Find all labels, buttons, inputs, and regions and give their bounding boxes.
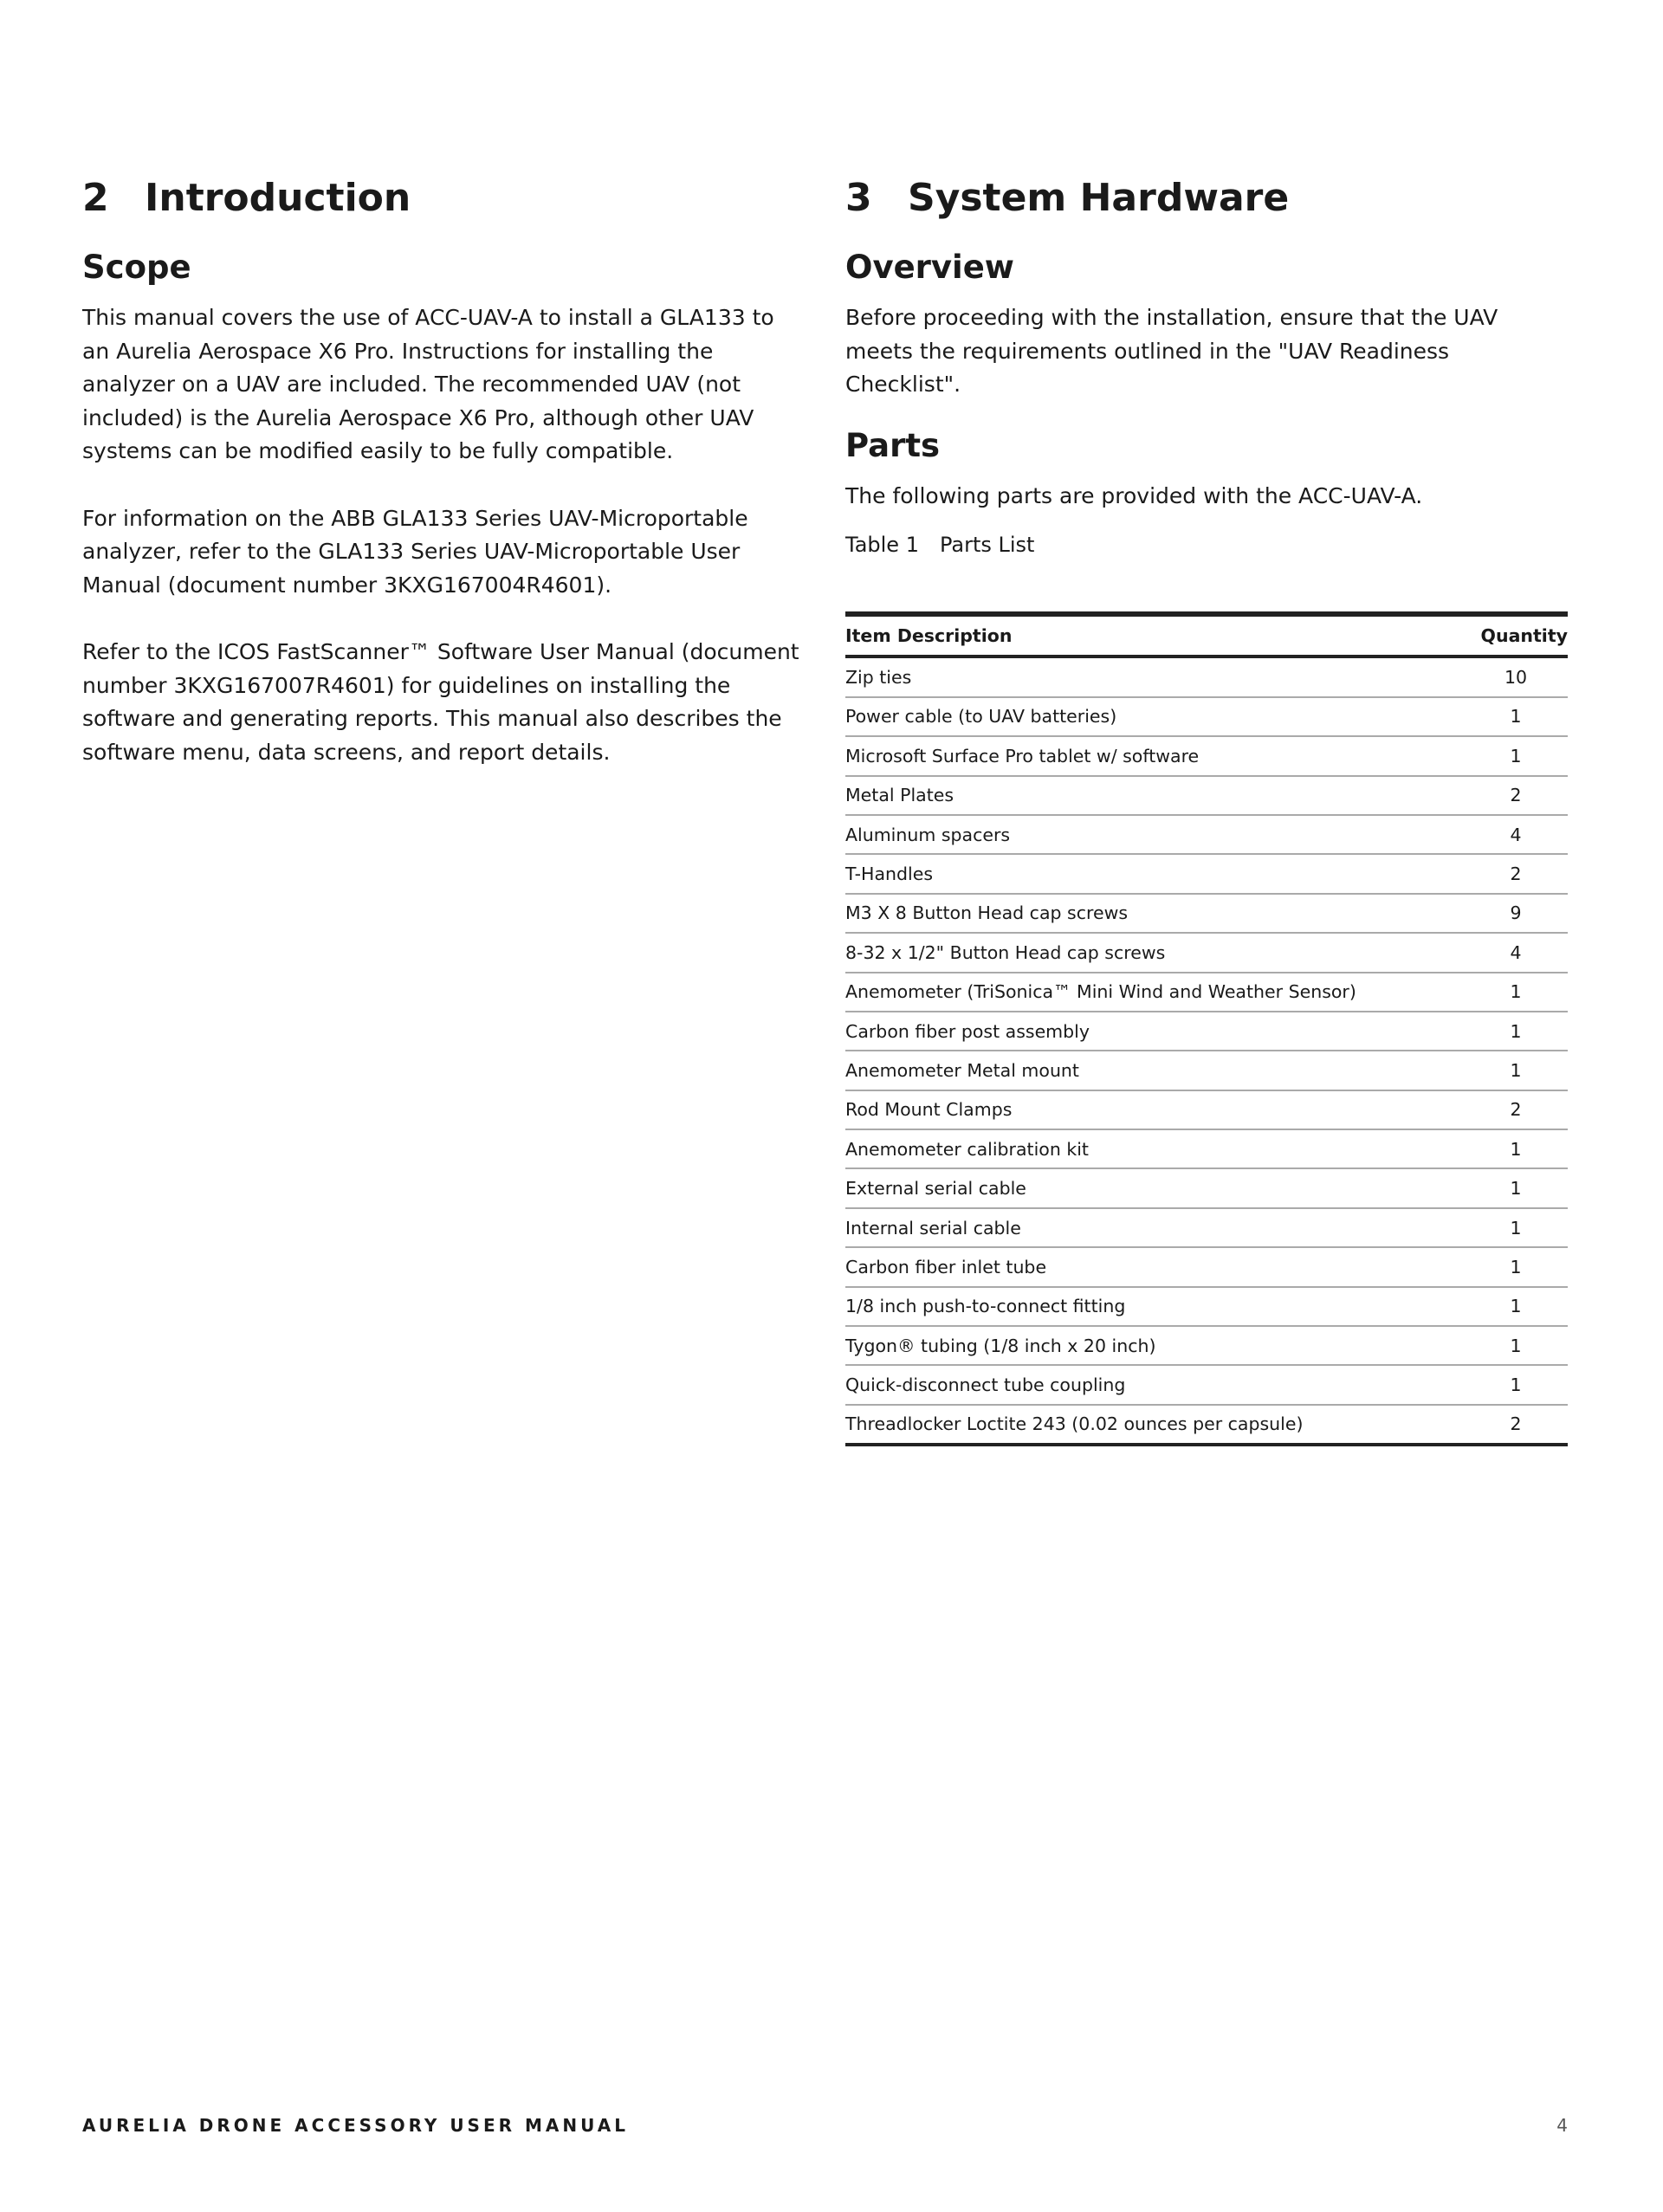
page-number: 4 bbox=[1556, 2115, 1568, 2136]
item-description: T-Handles bbox=[845, 854, 1464, 893]
item-quantity: 2 bbox=[1464, 776, 1568, 815]
item-description: Metal Plates bbox=[845, 776, 1464, 815]
item-description: Carbon fiber post assembly bbox=[845, 1012, 1464, 1051]
section-heading bbox=[845, 173, 1568, 223]
item-description: 8-32 x 1/2" Button Head cap screws bbox=[845, 933, 1464, 972]
item-description: Zip ties bbox=[845, 656, 1464, 696]
item-description: Carbon fiber inlet tube bbox=[845, 1247, 1464, 1286]
table-row bbox=[845, 973, 1568, 1012]
section-heading bbox=[82, 173, 801, 223]
item-quantity: 1 bbox=[1464, 1326, 1568, 1365]
item-description: Rod Mount Clamps bbox=[845, 1090, 1464, 1129]
table-row bbox=[845, 1326, 1568, 1365]
item-description: Internal serial cable bbox=[845, 1208, 1464, 1247]
item-description: Tygon® tubing (1/8 inch x 20 inch) bbox=[845, 1326, 1464, 1365]
paragraph: This manual covers the use of ACC-UAV-A to install a GLA133 to an Aurelia Aerospace X6 Pro. Instructions for installing the analyzer on a UAV are included. The recommended UAV (not included) is the Aurelia Aerospace X6 Pro, although other UAV systems can be modified easily to be fully compatible. bbox=[82, 305, 774, 464]
item-description: Anemometer Metal mount bbox=[845, 1051, 1464, 1090]
item-quantity: 9 bbox=[1464, 894, 1568, 933]
table-row bbox=[845, 1012, 1568, 1051]
table-title: Parts List bbox=[939, 533, 1035, 558]
column-header: Item Description bbox=[845, 614, 1464, 656]
footer-title: AURELIA DRONE ACCESSORY USER MANUAL bbox=[82, 2115, 629, 2136]
table-row bbox=[845, 815, 1568, 854]
item-quantity: 1 bbox=[1464, 1129, 1568, 1168]
item-quantity: 2 bbox=[1510, 1413, 1522, 1435]
parts-text: The following parts are provided with the ACC-UAV-A. bbox=[845, 482, 1423, 508]
item-description: External serial cable bbox=[845, 1168, 1464, 1207]
item-quantity: 1 bbox=[1464, 1051, 1568, 1090]
table-row bbox=[845, 1365, 1568, 1404]
section-title: Introduction bbox=[145, 176, 411, 220]
table-label: Table 1 bbox=[845, 533, 919, 558]
table-row bbox=[845, 1405, 1568, 1445]
item-description: Microsoft Surface Pro tablet w/ software bbox=[845, 736, 1464, 775]
item-description: Quick-disconnect tube coupling bbox=[845, 1365, 1464, 1404]
item-quantity: 1 bbox=[1464, 697, 1568, 736]
item-quantity: 2 bbox=[1464, 854, 1568, 893]
item-quantity: 1 bbox=[1464, 736, 1568, 775]
item-description: Aluminum spacers bbox=[845, 815, 1464, 854]
item-quantity: 1 bbox=[1464, 1168, 1568, 1207]
parts-table bbox=[845, 611, 1568, 1446]
section-number: 2 bbox=[82, 176, 109, 220]
item-description: Anemometer calibration kit bbox=[845, 1129, 1464, 1168]
item-description: 1/8 inch push-to-connect fitting bbox=[845, 1287, 1464, 1326]
item-quantity: 1 bbox=[1464, 1365, 1568, 1404]
item-quantity: 1 bbox=[1464, 1287, 1568, 1326]
item-description: Anemometer (TriSonica™ Mini Wind and Weather Sensor) bbox=[845, 973, 1464, 1012]
item-quantity: 4 bbox=[1464, 815, 1568, 854]
scope-heading: Scope bbox=[82, 249, 191, 286]
table-row bbox=[845, 1051, 1568, 1090]
table-row bbox=[845, 736, 1568, 775]
column-header: Quantity bbox=[1464, 614, 1568, 656]
table-caption bbox=[845, 528, 1568, 561]
table-row bbox=[845, 894, 1568, 933]
table-row bbox=[845, 1090, 1568, 1129]
overview-heading: Overview bbox=[845, 249, 1014, 286]
paragraph: Refer to the ICOS FastScanner™ Software User Manual (document number 3KXG167007R4601) for guidelines on installing the software and generating reports. This manual also describes the software menu, data screens, and report details. bbox=[82, 638, 799, 765]
table-row bbox=[845, 1129, 1568, 1168]
system-hardware-section bbox=[845, 173, 1568, 1446]
table-row bbox=[845, 933, 1568, 972]
table-header-row bbox=[845, 614, 1568, 656]
table-row bbox=[845, 697, 1568, 736]
section-number: 3 bbox=[845, 176, 872, 220]
introduction-section bbox=[82, 173, 801, 803]
table-row bbox=[845, 1287, 1568, 1326]
overview-text: Before proceeding with the installation, ensure that the UAV meets the requirements outlined in the "UAV Readiness Checklist". bbox=[845, 305, 1498, 398]
item-description: Power cable (to UAV batteries) bbox=[845, 697, 1464, 736]
item-quantity: 2 bbox=[1464, 1090, 1568, 1129]
item-quantity: 1 bbox=[1464, 973, 1568, 1012]
parts-heading: Parts bbox=[845, 426, 941, 464]
item-quantity: 1 bbox=[1464, 1247, 1568, 1286]
table-row bbox=[845, 656, 1568, 696]
item-quantity: 10 bbox=[1464, 656, 1568, 696]
table-row bbox=[845, 1247, 1568, 1286]
table-row bbox=[845, 854, 1568, 893]
table-row bbox=[845, 776, 1568, 815]
item-quantity: 4 bbox=[1464, 933, 1568, 972]
item-description: M3 X 8 Button Head cap screws bbox=[845, 894, 1464, 933]
item-description: Threadlocker Loctite 243 (0.02 ounces per capsule) bbox=[845, 1413, 1304, 1435]
table-row bbox=[845, 1168, 1568, 1207]
paragraph: For information on the ABB GLA133 Series UAV-Microportable analyzer, refer to the GLA133 Series UAV-Microportable User Manual (document number 3KXG167004R4601). bbox=[82, 505, 748, 598]
item-quantity: 1 bbox=[1464, 1208, 1568, 1247]
section-title: System Hardware bbox=[908, 176, 1290, 220]
page-footer bbox=[82, 2115, 1568, 2136]
item-quantity: 1 bbox=[1464, 1012, 1568, 1051]
table-row bbox=[845, 1208, 1568, 1247]
